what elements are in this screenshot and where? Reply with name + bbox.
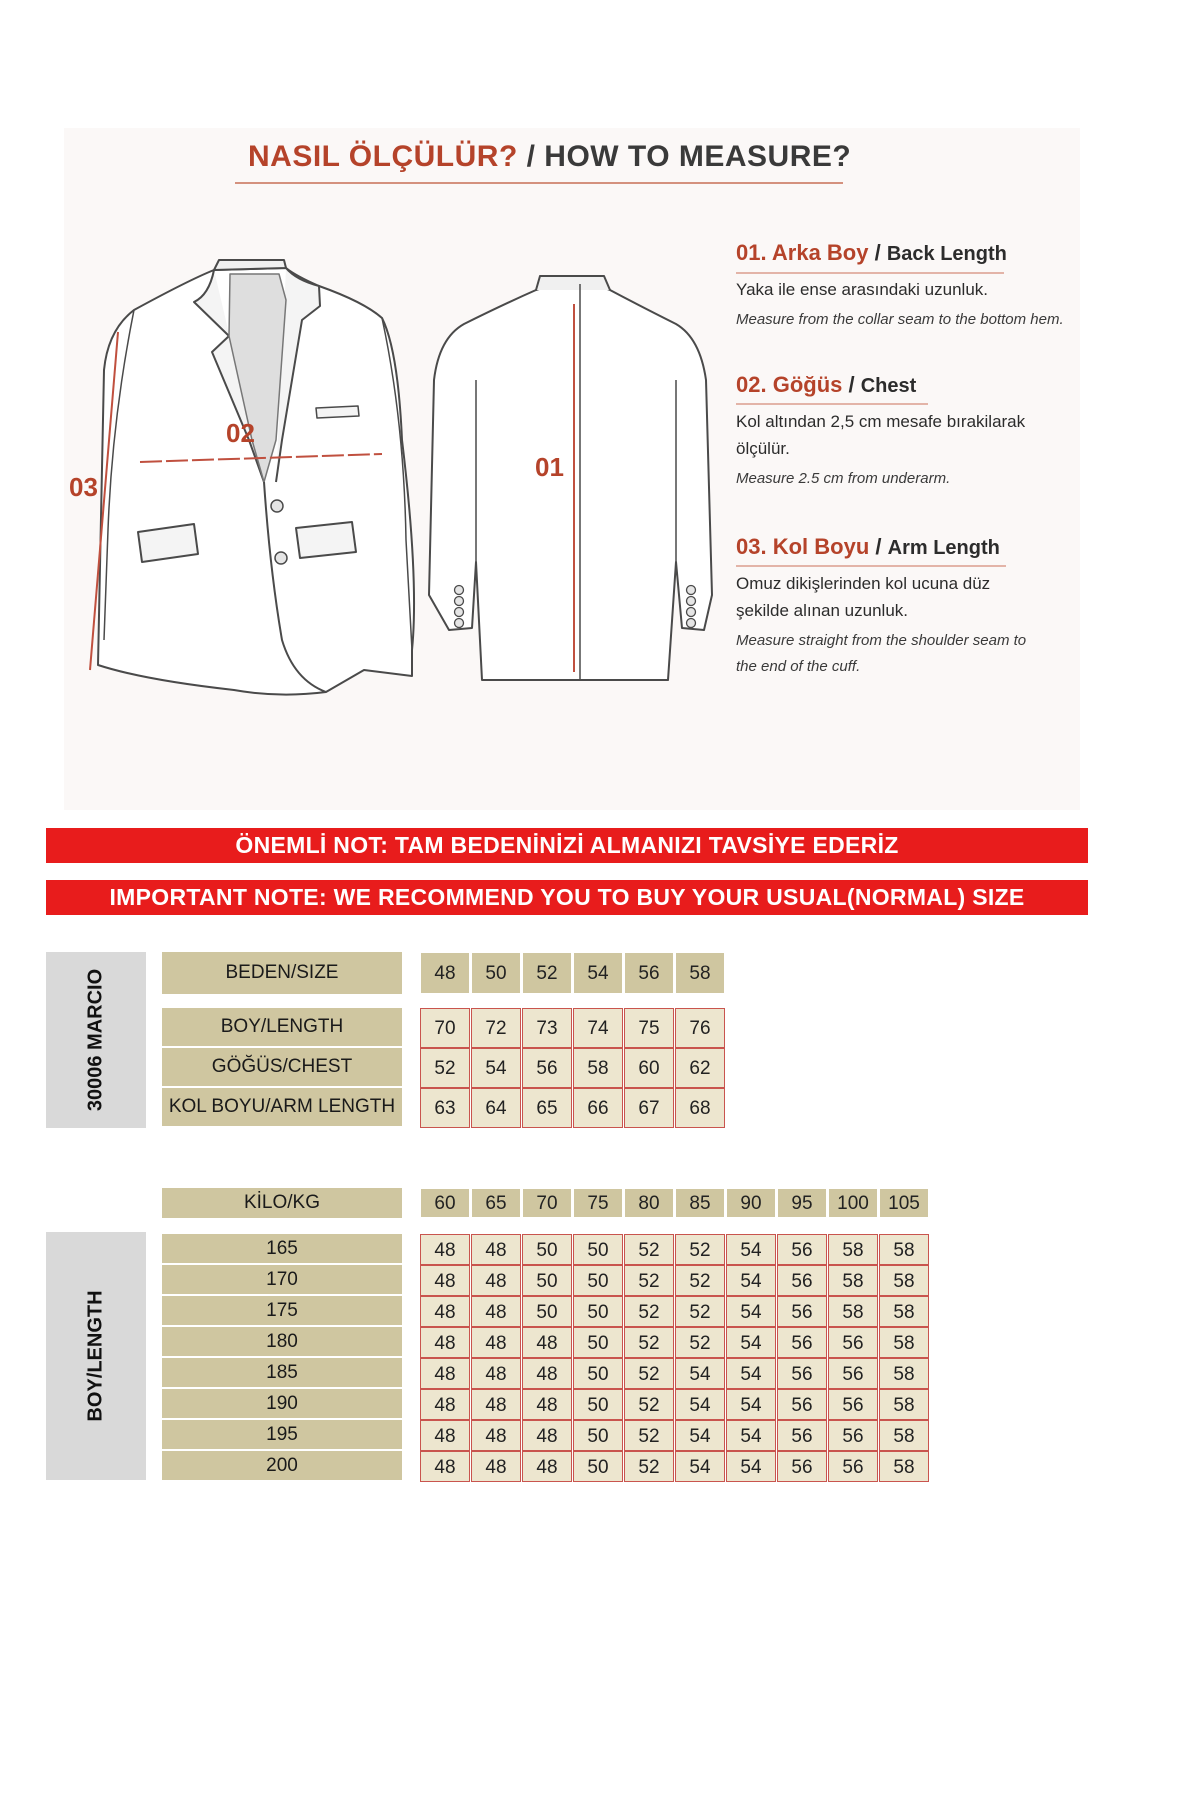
weight-table-cell: 50 — [573, 1451, 623, 1482]
weight-table-cell: 52 — [675, 1265, 725, 1296]
weight-table-cell: 56 — [777, 1327, 827, 1358]
spec-chest-tr: Göğüs — [772, 372, 843, 397]
weight-table-cell: 50 — [573, 1265, 623, 1296]
weight-table-cell: 54 — [726, 1234, 776, 1265]
spec-chest-desc-tr: Kol altından 2,5 cm mesafe bırakilarak ölçülür. — [736, 412, 1026, 458]
weight-table-cell: 50 — [573, 1358, 623, 1389]
weight-table-cell: 52 — [624, 1265, 674, 1296]
weight-table-cell: 54 — [675, 1451, 725, 1482]
weight-table-cell: 56 — [828, 1451, 878, 1482]
spec-back-length-desc-tr: Yaka ile ense arasındaki uzunluk. — [736, 280, 989, 299]
front-length-label: 03 — [69, 472, 98, 502]
weight-header-cell: 65 — [471, 1188, 521, 1218]
spec-back-length-desc-en: Measure from the collar seam to the bottom hem. — [736, 311, 1064, 328]
weight-table-cell: 54 — [726, 1296, 776, 1327]
spec-back-length-number: 01. — [736, 240, 767, 265]
size-table-cell: 64 — [471, 1088, 521, 1128]
weight-header-cell: 100 — [828, 1188, 878, 1218]
weight-table-cell: 48 — [420, 1234, 470, 1265]
weight-table-cell: 54 — [726, 1420, 776, 1451]
weight-table-cell: 56 — [777, 1234, 827, 1265]
weight-header-cell: 60 — [420, 1188, 470, 1218]
weight-table-cell: 56 — [777, 1451, 827, 1482]
weight-table-cell: 52 — [624, 1327, 674, 1358]
size-table-cell: 60 — [624, 1048, 674, 1088]
weight-table-cell: 48 — [522, 1451, 572, 1482]
row-label-arm-length: KOL BOYU/ARM LENGTH — [162, 1088, 402, 1126]
weight-table-cell: 58 — [828, 1296, 878, 1327]
title-underline — [235, 182, 843, 184]
height-side-label — [46, 1232, 146, 1480]
weight-table-cell: 58 — [879, 1265, 929, 1296]
height-row-label: 175 — [162, 1296, 402, 1325]
height-axis-name: BOY/LENGTH — [84, 1290, 107, 1422]
size-table-cell: 75 — [624, 1008, 674, 1048]
weight-table-cell: 56 — [777, 1358, 827, 1389]
spec-chest-number: 02. — [736, 372, 767, 397]
size-table-cell: 56 — [522, 1048, 572, 1088]
height-row-label: 170 — [162, 1265, 402, 1294]
weight-table-cell: 58 — [879, 1420, 929, 1451]
spec-arm-length-desc-tr: Omuz dikişlerinden kol ucuna düz şekilde alınan uzunluk. — [736, 574, 991, 620]
weight-table-cell: 58 — [828, 1234, 878, 1265]
weight-header-cell: 95 — [777, 1188, 827, 1218]
size-header-cell: 48 — [420, 952, 470, 994]
size-table-cell: 68 — [675, 1088, 725, 1128]
weight-table-cell: 58 — [879, 1358, 929, 1389]
front-chest-label: 02 — [226, 418, 255, 448]
model-name: 30006 MARCIO — [84, 968, 107, 1112]
measure-title-en: HOW TO MEASURE? — [544, 140, 852, 173]
weight-table-cell: 54 — [675, 1358, 725, 1389]
weight-header-cell: 80 — [624, 1188, 674, 1218]
weight-table-cell: 58 — [879, 1296, 929, 1327]
spec-chest — [736, 372, 1086, 492]
size-table-cell: 76 — [675, 1008, 725, 1048]
height-row-label: 165 — [162, 1234, 402, 1263]
size-table-cell: 54 — [471, 1048, 521, 1088]
weight-header-cell: 75 — [573, 1188, 623, 1218]
size-table-cell: 65 — [522, 1088, 572, 1128]
size-table-cell: 67 — [624, 1088, 674, 1128]
weight-table-cell: 48 — [522, 1327, 572, 1358]
spec-arm-length-desc-en: Measure straight from the shoulder seam to the end of the cuff. — [736, 632, 1027, 675]
size-table-cell: 62 — [675, 1048, 725, 1088]
size-table-cell: 74 — [573, 1008, 623, 1048]
height-row-label: 195 — [162, 1420, 402, 1449]
note-bar-en: IMPORTANT NOTE: WE RECOMMEND YOU TO BUY YOUR USUAL(NORMAL) SIZE — [46, 880, 1088, 915]
spec-chest-underline — [736, 403, 928, 405]
spec-chest-en: Chest — [860, 375, 917, 397]
weight-table-cell: 56 — [828, 1420, 878, 1451]
weight-table-cell: 50 — [522, 1296, 572, 1327]
model-side-label — [46, 952, 146, 1128]
size-header-cell: 56 — [624, 952, 674, 994]
weight-table-cell: 48 — [420, 1389, 470, 1420]
row-label-length: BOY/LENGTH — [162, 1008, 402, 1046]
weight-table-cell: 52 — [624, 1358, 674, 1389]
measure-title — [248, 140, 851, 174]
note-bar-tr: ÖNEMLİ NOT: TAM BEDENİNİZİ ALMANIZI TAVSİYE EDERİZ — [46, 828, 1088, 863]
size-header-cell: 50 — [471, 952, 521, 994]
weight-table-cell: 52 — [675, 1296, 725, 1327]
weight-table-cell: 48 — [471, 1296, 521, 1327]
weight-table-cell: 48 — [471, 1327, 521, 1358]
spec-chest-separator: / — [842, 372, 861, 397]
weight-table-cell: 56 — [777, 1296, 827, 1327]
weight-table-cell: 50 — [522, 1234, 572, 1265]
weight-table-cell: 56 — [777, 1265, 827, 1296]
weight-table-cell: 52 — [675, 1327, 725, 1358]
weight-table-cell: 48 — [471, 1451, 521, 1482]
spec-back-length-separator: / — [868, 240, 887, 265]
weight-table-cell: 48 — [522, 1358, 572, 1389]
weight-table-cell: 48 — [471, 1420, 521, 1451]
weight-header-cell: 85 — [675, 1188, 725, 1218]
spec-chest-desc-en: Measure 2.5 cm from underarm. — [736, 470, 951, 487]
spec-back-length-tr: Arka Boy — [771, 240, 869, 265]
jacket-diagram — [64, 240, 734, 710]
spec-arm-length-underline — [736, 565, 1006, 567]
weight-table-cell: 52 — [675, 1234, 725, 1265]
weight-table-cell: 54 — [726, 1451, 776, 1482]
weight-table-cell: 48 — [420, 1327, 470, 1358]
jacket-back-illustration — [429, 276, 712, 680]
weight-table-cell: 50 — [573, 1327, 623, 1358]
weight-table-cell: 48 — [522, 1389, 572, 1420]
height-row-label: 190 — [162, 1389, 402, 1418]
weight-table-cell: 58 — [879, 1234, 929, 1265]
weight-table-cell: 58 — [879, 1451, 929, 1482]
height-row-label: 180 — [162, 1327, 402, 1356]
row-label-chest: GÖĞÜS/CHEST — [162, 1048, 402, 1086]
weight-header-cell: 90 — [726, 1188, 776, 1218]
size-table-cell: 73 — [522, 1008, 572, 1048]
spec-arm-length — [736, 534, 1086, 680]
size-table-cell: 66 — [573, 1088, 623, 1128]
spec-back-length — [736, 240, 1086, 333]
weight-table-cell: 56 — [828, 1389, 878, 1420]
weight-table-cell: 48 — [420, 1296, 470, 1327]
weight-table-cell: 52 — [624, 1451, 674, 1482]
size-header-cell: 58 — [675, 952, 725, 994]
weight-table-cell: 58 — [879, 1327, 929, 1358]
weight-table-cell: 48 — [420, 1451, 470, 1482]
weight-table-cell: 48 — [522, 1420, 572, 1451]
measure-title-separator: / — [517, 140, 545, 173]
weight-table-cell: 50 — [573, 1234, 623, 1265]
jacket-front-illustration — [98, 260, 414, 695]
measure-title-tr: NASIL ÖLÇÜLÜR? — [248, 140, 518, 173]
spec-arm-length-number: 03. — [736, 534, 767, 559]
size-table-cell: 72 — [471, 1008, 521, 1048]
weight-table-cell: 56 — [828, 1327, 878, 1358]
size-table-cell: 63 — [420, 1088, 470, 1128]
size-header-cell: 52 — [522, 952, 572, 994]
weight-table-cell: 48 — [471, 1358, 521, 1389]
weight-table-cell: 56 — [777, 1420, 827, 1451]
weight-table-cell: 54 — [726, 1265, 776, 1296]
weight-table-cell: 48 — [471, 1265, 521, 1296]
spec-arm-length-en: Arm Length — [887, 537, 1000, 559]
height-row-label: 185 — [162, 1358, 402, 1387]
back-length-label: 01 — [535, 452, 564, 482]
weight-table-cell: 50 — [522, 1265, 572, 1296]
weight-table-cell: 58 — [828, 1265, 878, 1296]
weight-table-cell: 54 — [675, 1420, 725, 1451]
weight-table-cell: 50 — [573, 1420, 623, 1451]
weight-table-cell: 58 — [879, 1389, 929, 1420]
weight-table-cell: 48 — [420, 1420, 470, 1451]
weight-table-cell: 52 — [624, 1420, 674, 1451]
spec-chest-heading — [736, 372, 1086, 398]
height-row-label: 200 — [162, 1451, 402, 1480]
spec-arm-length-heading — [736, 534, 1086, 560]
weight-table-cell: 56 — [777, 1389, 827, 1420]
spec-back-length-underline — [736, 272, 1004, 274]
spec-arm-length-separator: / — [869, 534, 888, 559]
weight-table-cell: 52 — [624, 1234, 674, 1265]
weight-table-cell: 48 — [420, 1265, 470, 1296]
weight-table-cell: 54 — [675, 1389, 725, 1420]
size-table-cell: 70 — [420, 1008, 470, 1048]
weight-table-cell: 50 — [573, 1296, 623, 1327]
weight-table-cell: 52 — [624, 1389, 674, 1420]
spec-back-length-heading — [736, 240, 1086, 266]
weight-table-cell: 54 — [726, 1389, 776, 1420]
spec-arm-length-tr: Kol Boyu — [772, 534, 870, 559]
weight-table-cell: 48 — [471, 1389, 521, 1420]
size-header-cell: 54 — [573, 952, 623, 994]
weight-table-cell: 54 — [726, 1358, 776, 1389]
weight-table-cell: 48 — [471, 1234, 521, 1265]
spec-back-length-en: Back Length — [886, 243, 1007, 265]
size-header-label: BEDEN/SIZE — [162, 952, 402, 994]
weight-header-cell: 70 — [522, 1188, 572, 1218]
weight-table-cell: 56 — [828, 1358, 878, 1389]
weight-table-cell: 52 — [624, 1296, 674, 1327]
size-table-cell: 58 — [573, 1048, 623, 1088]
weight-header-label: KİLO/KG — [162, 1188, 402, 1218]
size-table-cell: 52 — [420, 1048, 470, 1088]
weight-table-cell: 48 — [420, 1358, 470, 1389]
weight-header-cell: 105 — [879, 1188, 929, 1218]
weight-table-cell: 54 — [726, 1327, 776, 1358]
weight-table-cell: 50 — [573, 1389, 623, 1420]
